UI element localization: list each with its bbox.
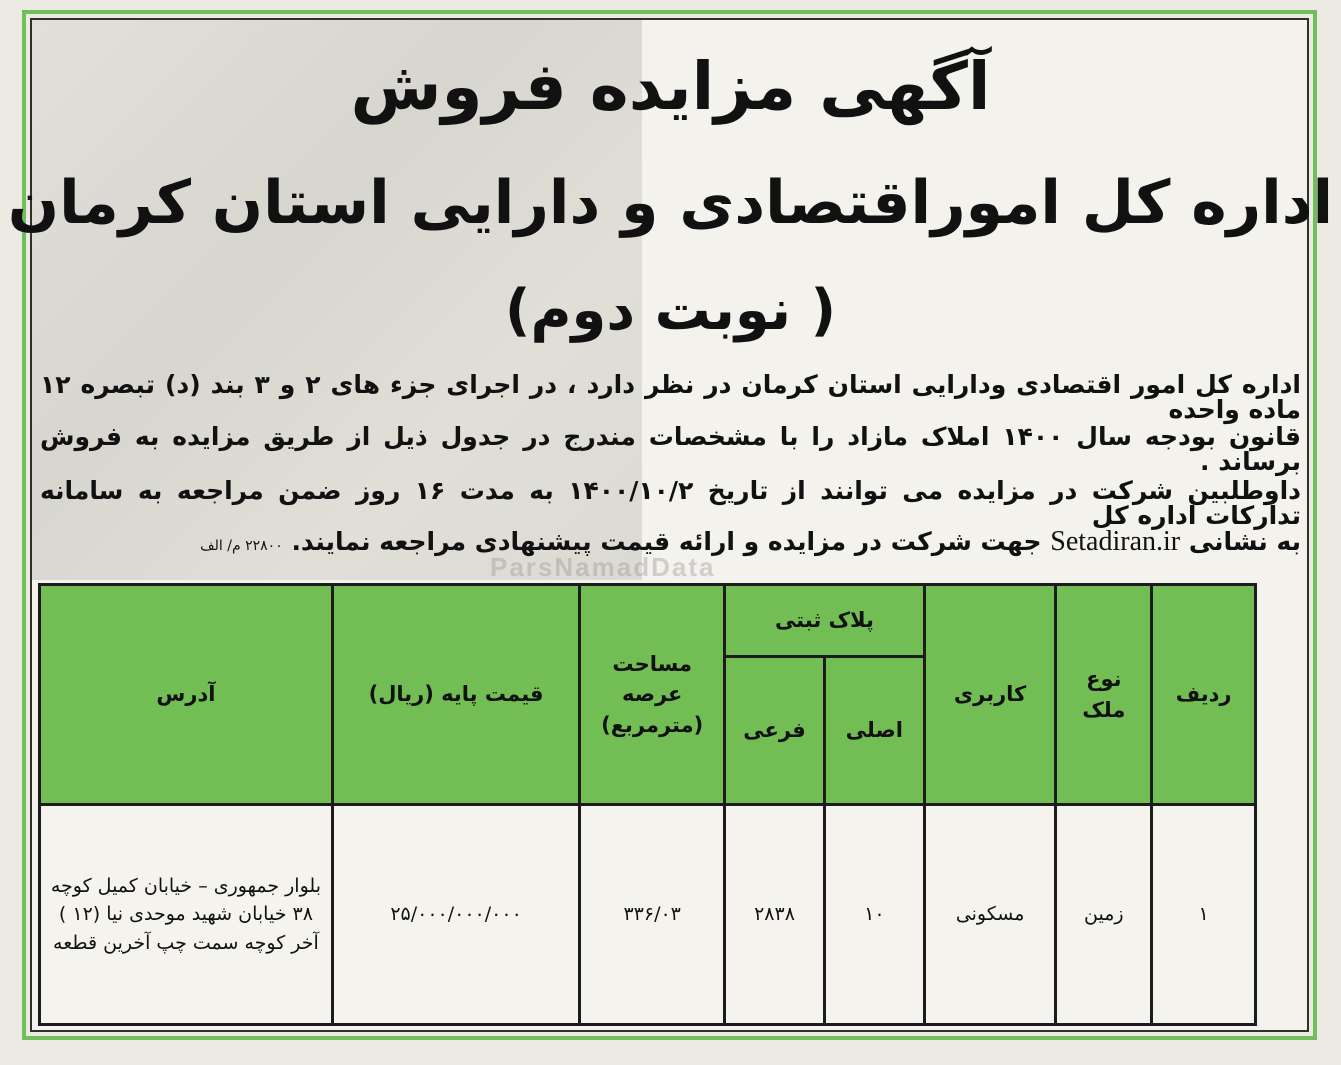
header-property-type: نوع ملک <box>1056 585 1152 805</box>
cell-address: بلوار جمهوری – خیابان کمیل کوچه ۳۸ خیابان شهید موحدی نیا (۱۲ ) آخر کوچه سمت چپ آخرین قطعه <box>40 805 333 1025</box>
header-base-price: قیمت پایه (ریال) <box>332 585 579 805</box>
header-plate-sub: فرعی <box>725 657 825 805</box>
notice-title: آگهی مزایده فروش <box>350 48 991 125</box>
header-row-number: ردیف <box>1152 585 1256 805</box>
table-row <box>40 805 1256 1025</box>
header-registration-plate: پلاک ثبتی <box>725 585 925 657</box>
cell-row-number: ۱ <box>1152 805 1256 1025</box>
address-prefix: به نشانی <box>1188 527 1301 556</box>
website-link[interactable]: Setadiran.ir <box>1050 526 1181 557</box>
cell-area: ۳۳۶/۰۳ <box>580 805 725 1025</box>
body-paragraph-2: قانون بودجه سال ۱۴۰۰ املاک مازاد را با مشخصات مندرج در جدول ذیل از طریق مزایده به فروش برساند . <box>40 422 1301 476</box>
header-address: آدرس <box>40 585 333 805</box>
round-label: ( نوبت دوم) <box>504 278 837 343</box>
ad-code: ۲۲۸۰۰ م/ الف <box>200 538 283 554</box>
body-paragraph-3: داوطلبین شرکت در مزایده می توانند از تاریخ ۱۴۰۰/۱۰/۲ به مدت ۱۶ روز ضمن مراجعه به سامانه تدارکات اداره کل <box>40 476 1301 530</box>
cell-usage: مسکونی <box>924 805 1056 1025</box>
cell-plate-sub: ۲۸۳۸ <box>725 805 825 1025</box>
cell-property-type: زمین <box>1056 805 1152 1025</box>
header-area: مساحت عرصه (مترمربع) <box>580 585 725 805</box>
header-plate-main: اصلی <box>824 657 924 805</box>
auction-table <box>38 583 1257 1026</box>
address-suffix: جهت شرکت در مزایده و ارائه قیمت پیشنهادی مراجعه نمایند. <box>291 527 1042 556</box>
cell-plate-main: ۱۰ <box>824 805 924 1025</box>
watermark-text: ParsNamadData <box>490 552 716 582</box>
body-paragraph-1: اداره کل امور اقتصادی ودارایی استان کرمان در نظر دارد ، در اجرای جزء های ۲ و ۳ بند (د) تبصره ۱۲ ماده واحده <box>40 370 1301 424</box>
organization-name: اداره کل اموراقتصادی و دارایی استان کرمان <box>7 168 1334 238</box>
header-usage: کاربری <box>924 585 1056 805</box>
cell-base-price: ۲۵/۰۰۰/۰۰۰/۰۰۰ <box>332 805 579 1025</box>
